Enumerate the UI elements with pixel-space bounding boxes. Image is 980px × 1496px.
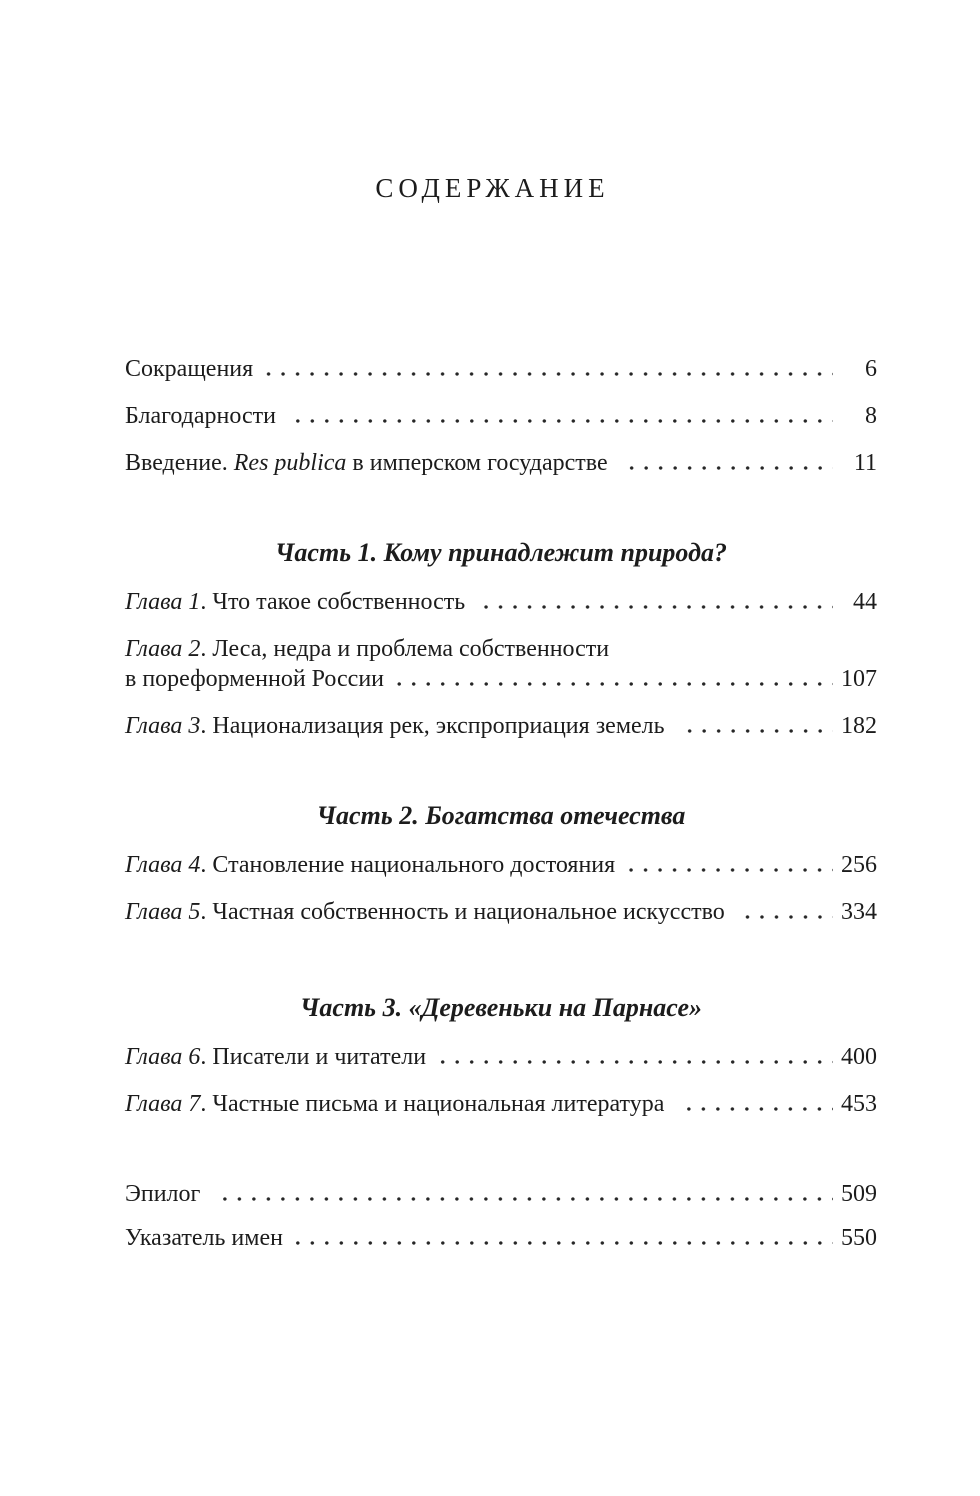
entry-title: Глава 3. Национализация рек, экспроприация земель xyxy=(125,713,665,739)
part-heading: Часть 2. Богатства отечества xyxy=(316,801,686,830)
dot-leader xyxy=(738,915,833,919)
toc-entry xyxy=(125,1042,877,1072)
dot-leader xyxy=(296,1241,833,1245)
page-number: 44 xyxy=(853,589,877,615)
toc-entry xyxy=(125,1223,877,1253)
entry-title-line2: в пореформенной России xyxy=(125,666,385,692)
table-of-contents xyxy=(125,354,877,1253)
entry-title: Глава 5. Частная собственность и национальное искусство xyxy=(125,899,725,925)
page-number: 400 xyxy=(841,1044,877,1070)
toc-entry xyxy=(125,401,877,431)
dot-leader xyxy=(621,466,833,470)
entry-title: Глава 1. Что такое собственность xyxy=(125,589,466,615)
toc-entry xyxy=(125,897,877,927)
toc-entry xyxy=(125,354,877,384)
toc-entry xyxy=(125,850,877,880)
entry-title: Указатель имен xyxy=(125,1225,283,1251)
page-number: 107 xyxy=(841,666,877,692)
entry-title: Сокращения xyxy=(125,356,254,382)
chapter-label: Глава 1 xyxy=(125,589,201,615)
toc-entry xyxy=(125,448,877,478)
page-number: 453 xyxy=(841,1091,877,1117)
dot-leader xyxy=(677,1107,833,1111)
part-heading: Часть 3. «Деревеньки на Парнасе» xyxy=(299,993,703,1022)
page-number: 550 xyxy=(841,1225,877,1251)
dot-leader xyxy=(678,729,833,733)
entry-title: Благодарности xyxy=(125,403,276,429)
page-number: 509 xyxy=(841,1181,877,1207)
part-heading: Часть 1. Кому принадлежит природа? xyxy=(274,538,727,567)
toc-entry xyxy=(125,1089,877,1119)
chapter-label: Глава 6 xyxy=(125,1044,201,1070)
page-number: 256 xyxy=(841,852,877,878)
entry-title-line2-row xyxy=(125,664,877,694)
dot-leader xyxy=(439,1060,833,1064)
dot-leader xyxy=(628,868,833,872)
page-number: 182 xyxy=(841,713,877,739)
toc-entry xyxy=(125,634,877,694)
dot-leader xyxy=(397,682,833,686)
entry-title-line1: Глава 2. Леса, недра и проблема собственности xyxy=(125,636,610,662)
chapter-label: Глава 2 xyxy=(125,636,201,662)
entry-title: Введение. Res publica в имперском государстве xyxy=(125,450,608,476)
page-number: 334 xyxy=(841,899,877,925)
page-number: 11 xyxy=(853,450,877,476)
dot-leader xyxy=(478,605,833,609)
dot-leader xyxy=(266,372,833,376)
entry-title: Глава 7. Частные письма и национальная литература xyxy=(125,1091,665,1117)
toc-entry xyxy=(125,711,877,741)
latin-italic-phrase: Res publica xyxy=(233,450,347,476)
chapter-label: Глава 3 xyxy=(125,713,201,739)
dot-leader xyxy=(289,419,833,423)
dot-leader xyxy=(213,1197,833,1201)
entry-title: Глава 4. Становление национального достояния xyxy=(125,852,616,878)
entry-title: Эпилог xyxy=(125,1181,201,1207)
chapter-label: Глава 7 xyxy=(125,1091,201,1117)
page-title: СОДЕРЖАНИЕ xyxy=(375,173,610,203)
page-number: 8 xyxy=(865,403,877,429)
page-number: 6 xyxy=(865,356,877,382)
toc-entry xyxy=(125,1179,877,1209)
chapter-label: Глава 4 xyxy=(125,852,201,878)
toc-entry xyxy=(125,587,877,617)
chapter-label: Глава 5 xyxy=(125,899,201,925)
entry-title: Глава 6. Писатели и читатели xyxy=(125,1044,427,1070)
